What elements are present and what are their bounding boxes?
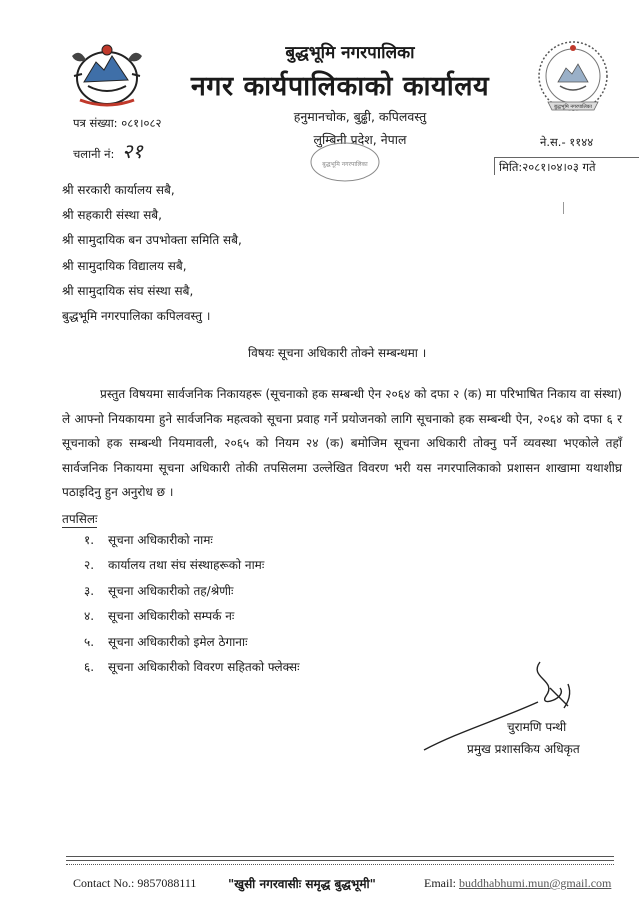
signer-name: चुरामणि पन्थी: [507, 720, 567, 734]
schedule-label: तपसिलः: [62, 512, 98, 526]
office-province: लुम्बिनी प्रदेश, नेपाल: [313, 132, 407, 147]
footer-email-label: Email:: [424, 876, 456, 890]
schedule-item-number: १.: [84, 533, 95, 547]
office-address: हनुमानचोक, बुढ्ढी, कपिलवस्तु: [293, 109, 427, 124]
nepal-emblem-logo: [66, 38, 148, 110]
office-title: नगर कार्यपालिकाको कार्यालय: [190, 71, 490, 102]
svg-text:बुद्धभूमि नगरपालिका: बुद्धभूमि नगरपालिका: [554, 104, 592, 110]
dispatch-number: [73, 137, 143, 164]
schedule-item-text: सूचना अधिकारीको विवरण सहितको फ्लेक्सः: [108, 660, 300, 675]
schedule-item: [84, 528, 300, 553]
dispatch-number-label: चलानी नं:: [73, 147, 115, 161]
footer-email: [424, 876, 611, 891]
nepal-sambat: ने.स.- ११४४: [540, 135, 594, 149]
schedule-item-number: ४.: [84, 609, 95, 624]
schedule-item-number: ५.: [84, 634, 95, 649]
schedule-item-text: सूचना अधिकारीको तह/श्रेणीः: [108, 583, 234, 598]
footer-email-link[interactable]: buddhabhumi.mun@gmail.com: [459, 876, 612, 890]
letter-date: मिति:२०८१।०४।०३ गते: [494, 157, 639, 175]
schedule-item-text: कार्यालय तथा संघ संस्थाहरूको नामः: [108, 558, 265, 573]
schedule-item-text: सूचना अधिकारीको नामः: [108, 533, 213, 547]
office-stamp: [306, 140, 384, 184]
footer-divider: [66, 864, 614, 865]
recipient-item: श्री सहकारी संस्था सबै,: [62, 208, 162, 223]
letter-number-value: ०८१।०८२: [121, 116, 162, 130]
schedule-item: [84, 655, 300, 680]
schedule-list: [84, 528, 300, 680]
letter-number-label: पत्र संख्या:: [73, 116, 118, 130]
letter-number: [73, 116, 161, 131]
schedule-item-number: ३.: [84, 583, 95, 598]
letter-body-text: प्रस्तुत विषयमा सार्वजनिक निकायहरू (सूचनाको हक सम्बन्धी ऐन २०६४ को दफा २ (क) मा परिभाषित निकाय वा संस्था) ले आफ्नो नियकायमा हुने सार्वजनिक महत्वको सूचना प्रवाह गर्ने प्रयोजनको लागि सूचनाको हक सम्बन्धी ऐन, २०६४ को दफा ६ र सूचनाको हक सम्बन्धी नियमावली, २०६५ को नियम २४ (क) बमोजिम सूचना अधिकारी तोक्नु पर्ने व्यवस्था भएकोले तहाँ सार्वजनिक निकायमा सूचना अधिकारी तोकी तपसिलमा उल्लेखित विवरण भरी यस नगरपालिकाको प्रशासन शाखामा यथाशीघ्र पठाइदिनु हुन अनुरोध छ ।: [62, 387, 622, 499]
footer-divider: [66, 856, 614, 857]
recipient-list: [62, 178, 242, 329]
schedule-item-text: सूचना अधिकारीको इमेल ठेगानाः: [108, 634, 248, 649]
schedule-item: [84, 579, 300, 604]
letter-body: [62, 382, 622, 505]
municipality-name: बुद्धभूमि नगरपालिका: [285, 43, 415, 63]
recipient-item: श्री सामुदायिक संघ संस्था सबै,: [62, 283, 194, 298]
letter-subject: विषयः सूचना अधिकारी तोक्ने सम्बन्धमा ।: [248, 346, 427, 360]
footer-slogan: "खुसी नगरवासीः समृद्ध बुद्धभूमी": [228, 877, 376, 891]
schedule-item-number: २.: [84, 558, 95, 573]
schedule-item-number: ६.: [84, 660, 95, 675]
scan-mark: [563, 202, 564, 214]
recipient-item: श्री सामुदायिक बन उपभोक्ता समिति सबै,: [62, 233, 242, 248]
svg-text:बुद्धभूमि नगरपालिका: बुद्धभूमि नगरपालिका: [322, 161, 368, 168]
recipient-item: बुद्धभूमि नगरपालिका कपिलवस्तु ।: [62, 309, 211, 324]
recipient-item: श्री सामुदायिक विद्यालय सबै,: [62, 258, 187, 273]
footer-divider: [66, 860, 614, 861]
dispatch-number-value: २१: [122, 139, 143, 163]
signer-title: प्रमुख प्रशासकिय अधिकृत: [467, 742, 580, 756]
schedule-item: [84, 630, 300, 655]
schedule-item-text: सूचना अधिकारीको सम्पर्क नः: [108, 609, 235, 624]
municipality-seal-logo: [534, 38, 612, 118]
schedule-item: [84, 604, 300, 629]
recipient-item: श्री सरकारी कार्यालय सबै,: [62, 183, 175, 197]
schedule-item: [84, 553, 300, 578]
footer-contact: Contact No.: 9857088111: [73, 876, 197, 890]
